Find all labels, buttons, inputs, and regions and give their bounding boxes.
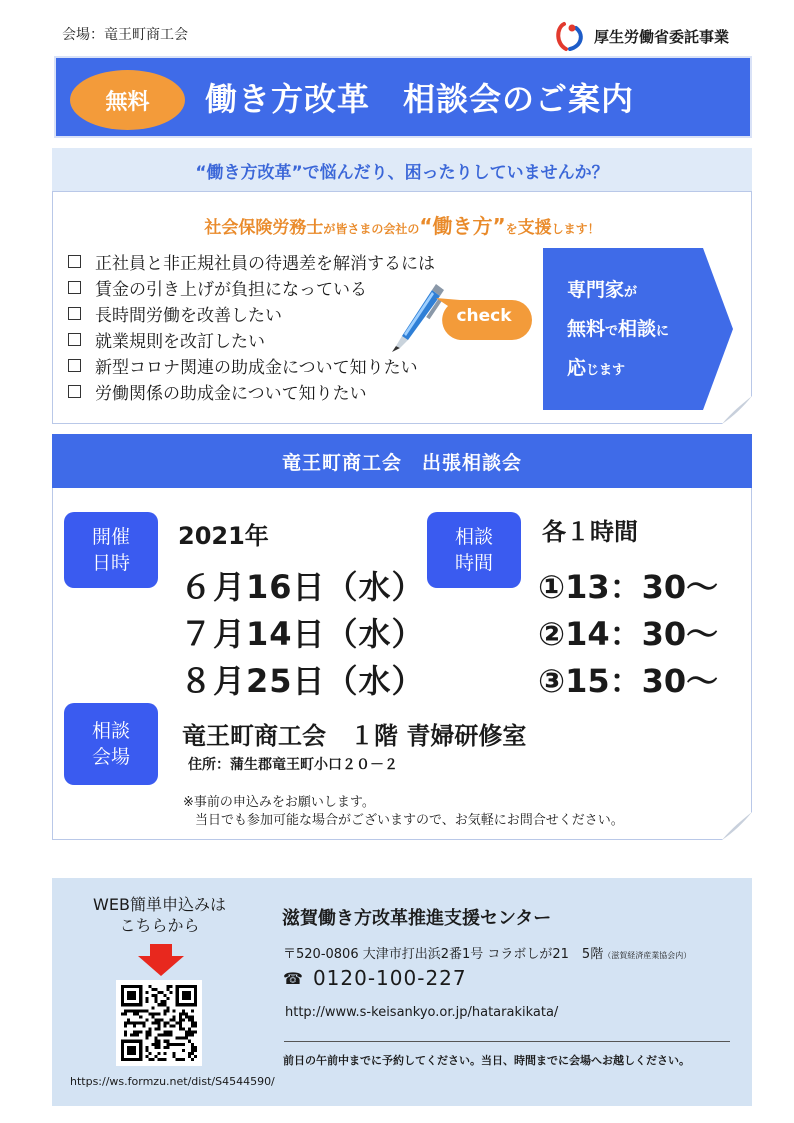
list-item xyxy=(68,274,435,300)
qr-code-icon[interactable] xyxy=(121,985,197,1061)
support-part2: が皆さまの会社の xyxy=(323,222,420,236)
expert-l3a: 応 xyxy=(567,357,587,379)
expert-l3b: じます xyxy=(586,363,626,378)
phone-icon: ☎ xyxy=(283,968,303,988)
expert-l2d: に xyxy=(656,324,670,339)
venue-address: 住所：蒲生郡竜王町小口２０－２ xyxy=(188,757,398,773)
time-label-line1: 相談 xyxy=(454,526,493,548)
checkbox-icon xyxy=(68,281,81,294)
duration-text: 各１時間 xyxy=(542,518,638,546)
event-date: ７月14日（水） xyxy=(180,615,425,653)
center-url-link[interactable]: http://www.s-keisankyo.or.jp/hatarakikata/ xyxy=(285,1005,559,1020)
checkbox-icon xyxy=(68,307,81,320)
list-item-text: 賃金の引き上げが負担になっている xyxy=(95,279,367,300)
center-address-note: （滋賀経済産業協会内） xyxy=(603,951,692,960)
time-label-box xyxy=(427,512,521,588)
support-part4: を xyxy=(505,222,518,236)
question-text: “働き方改革”で悩んだり、困ったりしていませんか？ xyxy=(195,163,609,183)
web-apply-line2: こちらから xyxy=(119,916,200,935)
expert-l2c: 相談 xyxy=(618,318,657,340)
date-label-box xyxy=(64,512,158,588)
phone-number[interactable]: 0120-100-227 xyxy=(312,966,467,990)
date-label-line2: 日時 xyxy=(91,552,130,574)
list-item xyxy=(68,300,435,326)
time-slot: ③15：30～ xyxy=(538,662,719,700)
list-item xyxy=(68,352,435,378)
ministry-header xyxy=(554,20,729,52)
ministry-logo-icon xyxy=(554,20,586,52)
web-apply-label xyxy=(62,894,257,936)
venue-name: 竜王町商工会 １階 青婦研修室 xyxy=(182,722,527,750)
time-label-line2: 時間 xyxy=(454,552,493,574)
web-apply-line1: WEB簡単申込みは xyxy=(93,895,226,914)
reservation-note: ※事前の申込みをお願いします。 xyxy=(183,795,375,810)
concern-checklist xyxy=(68,248,435,404)
list-item xyxy=(68,248,435,274)
venue-label: 会場：竜王町商工会 xyxy=(62,27,188,43)
expert-l1a: 専門家 xyxy=(567,279,625,301)
expert-l2a: 無料 xyxy=(567,318,606,340)
support-message xyxy=(52,210,752,239)
expert-l2b: で xyxy=(605,324,619,339)
checkbox-icon xyxy=(68,385,81,398)
checkbox-icon xyxy=(68,359,81,372)
center-address xyxy=(283,943,691,962)
form-url-link[interactable]: https://ws.formzu.net/dist/S4544590/ xyxy=(70,1075,275,1088)
support-part5: 支援 xyxy=(517,218,552,238)
place-label-line1: 相談 xyxy=(91,720,130,742)
support-part3: “働き方” xyxy=(419,214,506,238)
ministry-text: 厚生労働省委託事業 xyxy=(594,27,730,46)
place-label-box xyxy=(64,703,158,785)
list-item xyxy=(68,378,435,404)
list-item-text: 新型コロナ関連の助成金について知りたい xyxy=(95,357,418,378)
page-title: 働き方改革 相談会のご案内 xyxy=(205,80,635,118)
list-item xyxy=(68,326,435,352)
place-label-line2: 会場 xyxy=(91,746,130,768)
center-address-main: 〒520-0806 大津市打出浜2番1号 コラボしが21 5階 xyxy=(283,947,604,962)
time-slot: ②14：30～ xyxy=(538,615,719,653)
event-date: ６月16日（水） xyxy=(180,568,425,606)
date-label-line1: 開催 xyxy=(91,526,130,548)
free-badge: 無料 xyxy=(70,70,185,130)
checkbox-icon xyxy=(68,333,81,346)
arrow-down-icon xyxy=(136,944,186,976)
reserve-note: 前日の午前中までに予約してください。当日、時間までに会場へお越しください。 xyxy=(283,1054,690,1067)
divider xyxy=(284,1041,730,1042)
event-date: ８月25日（水） xyxy=(180,662,425,700)
check-label: check xyxy=(456,306,512,326)
page-curl-icon xyxy=(722,396,752,424)
phone-row xyxy=(283,966,467,990)
checkbox-icon xyxy=(68,255,81,268)
center-name: 滋賀働き方改革推進支援センター xyxy=(282,908,552,929)
event-year: 2021年 xyxy=(178,522,269,550)
time-slot: ①13：30～ xyxy=(538,568,719,606)
walkin-note: 当日でも参加可能な場合がございますので、お気軽にお問合せください。 xyxy=(195,813,624,828)
event-title: 竜王町商工会 出張相談会 xyxy=(281,452,522,474)
list-item-text: 就業規則を改訂したい xyxy=(95,331,265,352)
expert-message xyxy=(567,272,727,389)
page-curl-icon xyxy=(722,812,752,840)
list-item-text: 正社員と非正規社員の待遇差を解消するには xyxy=(95,253,435,274)
support-part6: します！ xyxy=(551,222,600,236)
expert-l1b: が xyxy=(624,285,638,300)
list-item-text: 長時間労働を改善したい xyxy=(95,305,282,326)
list-item-text: 労働関係の助成金について知りたい xyxy=(95,383,367,404)
support-part1: 社会保険労務士 xyxy=(204,218,324,238)
